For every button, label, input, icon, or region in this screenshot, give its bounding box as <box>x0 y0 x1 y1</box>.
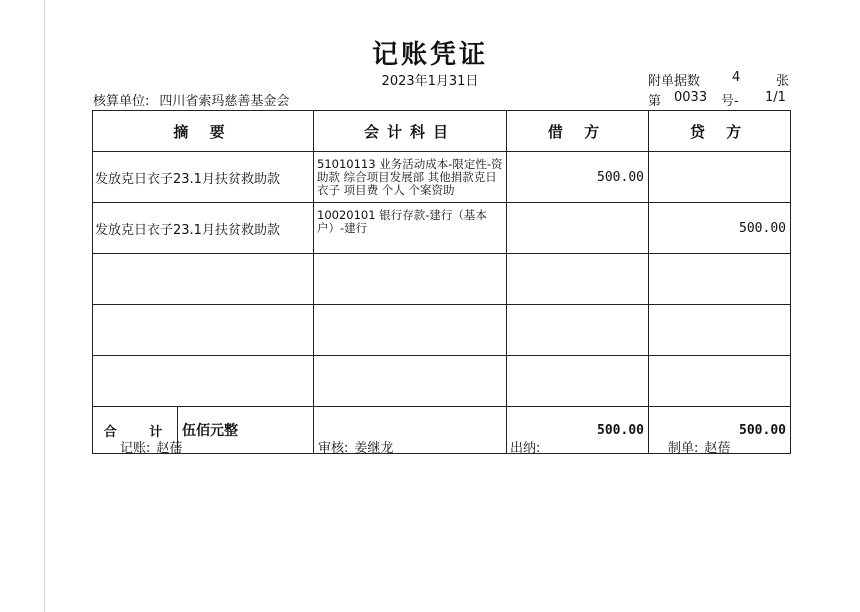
cashier-label: 出纳: <box>510 441 541 456</box>
accounting-unit <box>93 90 289 109</box>
accounting-unit-name: 四川省索玛慈善基金会 <box>159 94 290 109</box>
total-debit: 500.00 <box>507 407 649 454</box>
row-credit: 500.00 <box>649 203 791 254</box>
preparer-name: 赵蓓 <box>704 441 731 456</box>
scan-edge-line <box>44 0 45 612</box>
column-header-credit: 贷 方 <box>649 111 791 152</box>
voucher-suffix: 号- <box>721 94 739 109</box>
cashier-signature <box>510 437 546 456</box>
row-account <box>314 152 507 203</box>
total-credit: 500.00 <box>649 407 791 454</box>
voucher-page: 1/1 <box>765 90 786 105</box>
voucher-title: 记账凭证 <box>371 40 488 70</box>
row-debit <box>507 305 649 356</box>
reviewer-name: 姜继龙 <box>354 441 394 456</box>
row-debit: 500.00 <box>507 152 649 203</box>
table-row <box>93 152 791 203</box>
row-account <box>314 254 507 305</box>
total-amount-in-words: 伍佰元整 <box>182 423 238 439</box>
row-account-text: 10020101 银行存款-建行（基本户）-建行 <box>317 208 487 235</box>
row-account-text: 51010113 业务活动成本-限定性-资助款 综合项目发展部 其他捐款克日衣子 项目费 个人 个案资助 <box>317 157 503 197</box>
bookkeeper-signature <box>120 437 182 456</box>
reviewer-label: 审核: <box>318 441 349 456</box>
row-debit <box>507 203 649 254</box>
reviewer-signature <box>318 437 393 456</box>
row-summary <box>93 254 314 305</box>
row-account <box>314 305 507 356</box>
attachments-unit: 张 <box>776 74 790 89</box>
row-debit <box>507 356 649 407</box>
column-header-debit: 借 方 <box>507 111 649 152</box>
row-credit <box>649 152 791 203</box>
bookkeeper-name: 赵蓓 <box>156 441 183 456</box>
table-row <box>93 356 791 407</box>
total-label: 合 计 <box>93 407 178 453</box>
row-summary <box>93 356 314 407</box>
table-row <box>93 305 791 356</box>
row-debit <box>507 254 649 305</box>
bookkeeper-label: 记账: <box>120 441 151 456</box>
attachments-count: 4 <box>732 70 741 85</box>
table-row <box>93 203 791 254</box>
row-credit <box>649 356 791 407</box>
table-row <box>93 254 791 305</box>
preparer-signature <box>668 437 730 456</box>
preparer-label: 制单: <box>668 441 699 456</box>
voucher-date: 2023年1月31日 <box>381 74 479 89</box>
attachments-label: 附单据数 <box>648 74 701 89</box>
row-credit <box>649 305 791 356</box>
row-account <box>314 203 507 254</box>
row-account <box>314 356 507 407</box>
row-summary: 发放克日衣子23.1月扶贫救助款 <box>93 203 314 254</box>
accounting-unit-label: 核算单位: <box>93 94 150 109</box>
table-header-row <box>93 111 791 152</box>
voucher-number: 0033 <box>674 90 708 105</box>
row-summary <box>93 305 314 356</box>
column-header-summary: 摘 要 <box>93 111 314 152</box>
column-header-account: 会计科目 <box>314 111 507 152</box>
voucher-prefix: 第 <box>648 94 662 109</box>
voucher-table <box>92 110 791 454</box>
row-credit <box>649 254 791 305</box>
row-summary: 发放克日衣子23.1月扶贫救助款 <box>93 152 314 203</box>
